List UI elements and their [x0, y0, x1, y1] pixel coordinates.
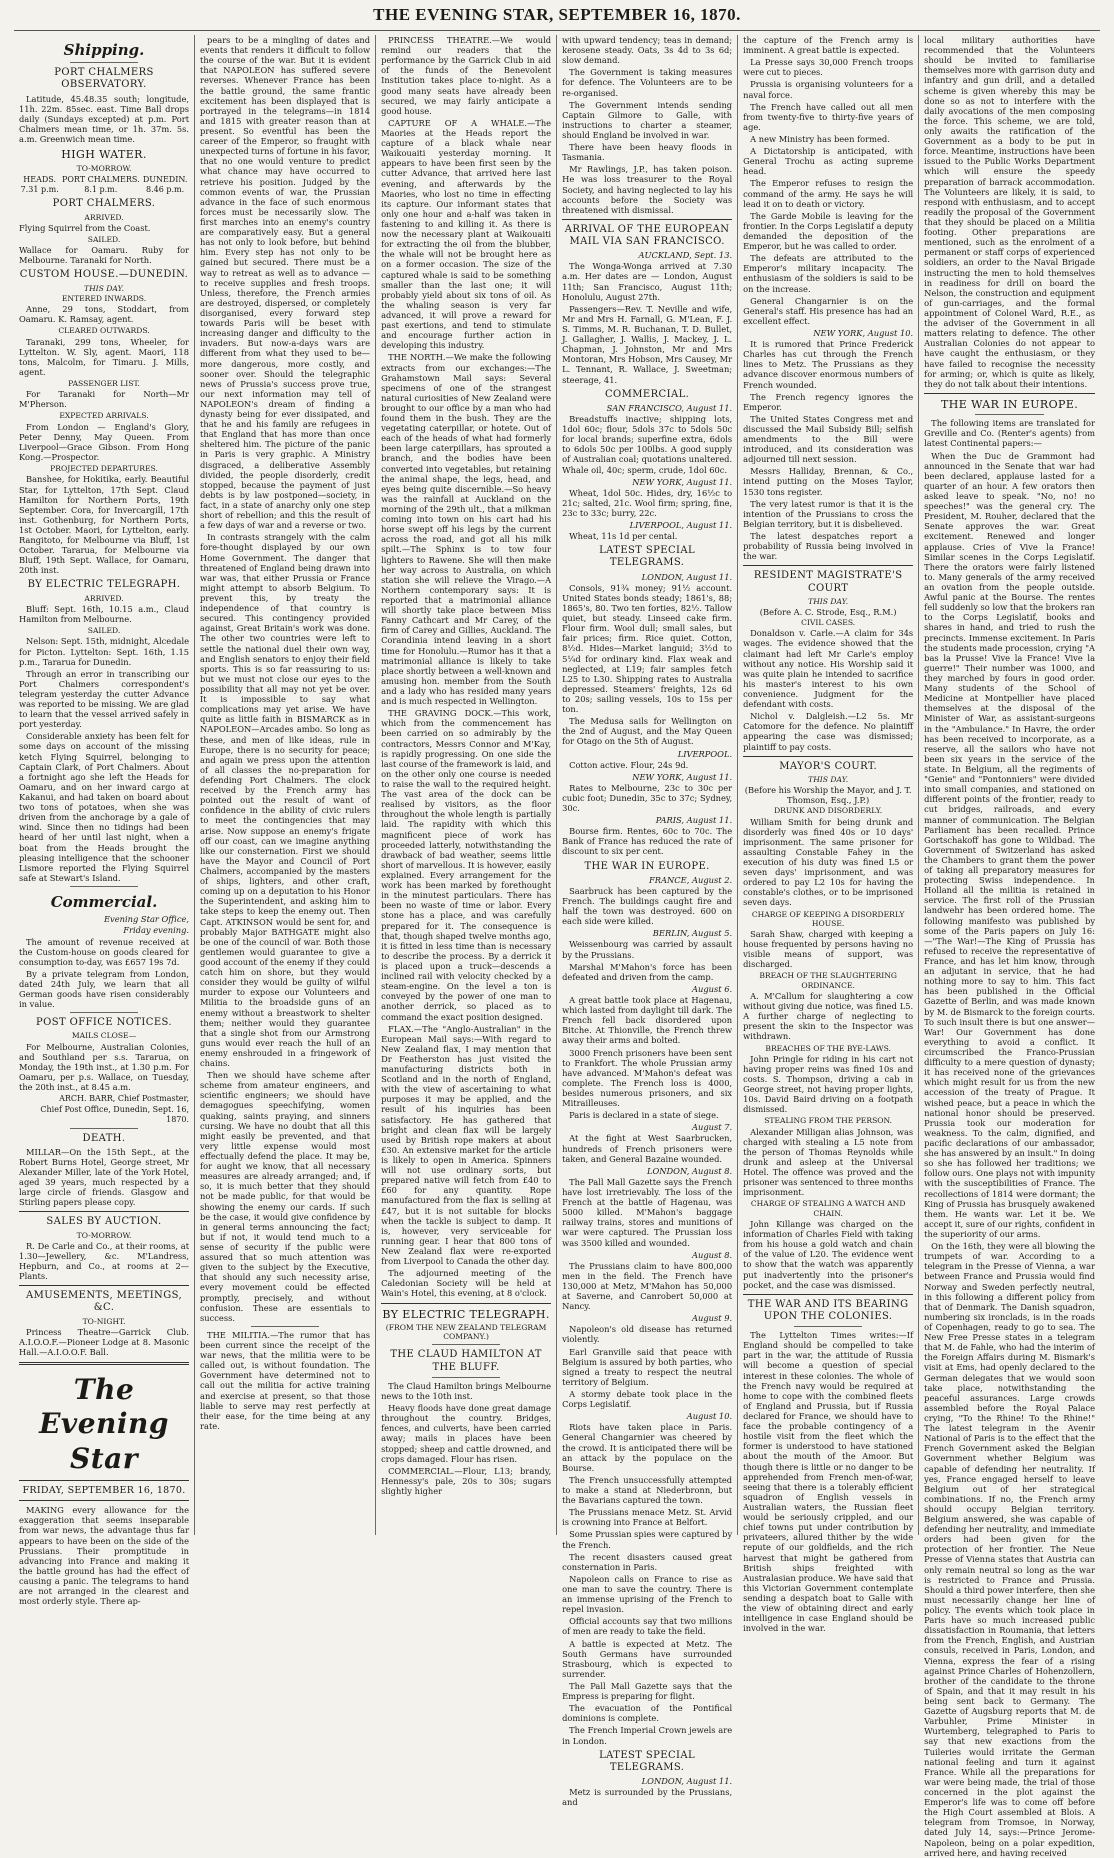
this-day: THIS DAY. [808, 596, 849, 606]
court-paragraph: John Pringle for riding in his cart not having proper reins was fined 10s and costs. S. Thompson, driving a cab in George street, not having proper lights, 10s. David Baird driving on a footpath dismissed. [743, 1053, 914, 1115]
arrived-text: Flying Squirrel from the Coast. [19, 222, 151, 233]
news-paragraph: The French Imperial Crown jewels are in London. [562, 1725, 733, 1746]
amusements-text: Princess Theatre—Garrick Club. A.I.O.O.F.—Pioneer Lodge at 8. Masonic Hall.—A.I.O.O.F. Ball. [19, 1326, 190, 1358]
divider [19, 1362, 189, 1365]
news-paragraph: Wheat, 11s 1d per cental. [569, 531, 678, 542]
page-header [14, 0, 1100, 31]
news-paragraph: The Medusa sails for Wellington on the 2nd of August, and the May Queen for Otago on the 5th of August. [562, 716, 733, 747]
news-paragraph: local military authorities have recommended that the Volunteers should be invited to familiarise themselves more with garrison duty and infantry and gun drill, and a detailed scheme is given whereby this may be done so as not to interfere with the daily avocations of the men composing the force. This scheme, we are told, only awaits the ratification of the Government as a body to be put in force. Meantime, instructions have been issued to the Public Works Department which will ensure the speedy preparation of barrack accommodation. The Volunteers are likely, it is said, to respond with enthusiasm, and to accept readily the proposal of the Government that they should be placed on a Militia footing. Other preparations are mentioned, such as the enrolment of a permanent or staff corps of experienced soldiers, an order to the Naval Brigade instructing the men to hold themselves in readiness for drill on board the Nelson, the construction and equipment of gun-carriages, and the formal appointment of Colonel Ward, R.E., as the adviser of the Government in all matters relating to defence. The other Australian Colonies do not appear to have caught the enthusiasm, or they have failed to recognise the necessity for arming; or, which is quite as likely, they do not talk about their intentions. [924, 35, 1096, 389]
custom-house-heading: CUSTOM HOUSE.—DUNEDIN. [19, 269, 189, 281]
dateline-place: LONDON, August 11. [641, 571, 733, 582]
column-6 [919, 35, 1100, 1858]
tel-arrived-text: Bluff: Sept. 16th, 10.15 a.m., Claud Hamilton from Melbourne. [19, 603, 190, 625]
charge-label: BREACHES OF THE BYE-LAWS. [765, 1043, 891, 1053]
auction-heading: SALES BY AUCTION. [46, 1216, 162, 1228]
divider [251, 1326, 319, 1327]
column-5 [738, 35, 919, 1634]
news-paragraph: The United States Congress met and discussed the Mail Subsidy Bill; selfish amendments to the Bill were introduced, and its consideration was adjourned till next session. [743, 413, 914, 465]
news-paragraph: Napoleon calls on France to rise as one man to save the country. There is an immense uprising of the French to repel invasion. [562, 1573, 733, 1615]
divider [562, 219, 732, 220]
european-mail-heading: ARRIVAL OF THE EUROPEAN MAIL VIA SAN FRANCISCO. [564, 223, 730, 248]
news-paragraph: Heavy floods have done great damage throughout the country. Bridges, fences, and culverts, have been carried away; mails in places have been stopped; sheep and cattle drowned, and crops damaged. Flour has risen. [381, 1403, 552, 1464]
news-paragraph: The following items are translated for Greville and Co. (Renter's agents) from latest Continental papers:— [924, 418, 1096, 449]
news-paragraph: Marshal M'Mahon's force has been defeated and driven from the camp. [562, 961, 733, 982]
war-heading: THE WAR IN EUROPE. [584, 860, 710, 872]
cleared-label: CLEARED OUTWARDS. [58, 326, 150, 336]
news-paragraph: Earl Granville said that peace with Belgium is assured by both parties, who signed a treaty to respect the neutral territory of Belgium. [562, 1346, 733, 1387]
news-paragraph: The French have called out all men from twenty-five to thirty-five years of age. [743, 101, 914, 132]
divider [975, 414, 1043, 415]
sailed-text: Wallace for Oamaru. Ruby for Melbourne. Taranaki for North. [19, 245, 190, 266]
charge-label: CHARGE OF KEEPING A DISORDERLY HOUSE. [751, 909, 905, 928]
dateline-place: BERLIN, August 5. [652, 928, 733, 939]
leader-paragraph: Then we should have scheme after scheme from amateur engineers, and scientific engineers; we should have demagogues speechifying, women quaking, saints praying, and sinners cursing. We have no doubt that all this might easily be prevented, and that very little expense would most effectually defend the place. It may be, for aught we know, that all necessary measures are already arranged; and, if so, it is much better that they should not be made public, for that would be showing the enemy our cards. If such be the case, it would give confidence by in general terms announcing the fact; but if not, it would tend much to a sense of security if the public were assured that so much attention was given to the subject by the Executive, that should any such necessity arise, every movement could be effected promptly, precisely, and without confusion. These are essentials to success. [200, 1070, 371, 1323]
post-signature: ARCH. BARR, Chief Postmaster, [59, 1094, 190, 1104]
commercial-heading: COMMERCIAL. [605, 388, 690, 400]
death-heading: DEATH. [82, 1132, 126, 1144]
tel-paragraph: Through an error in transcribing our Port Chalmers correspondent's telegram yesterday the cutter Advance was reported to be missing. We are glad to learn that the vessel arrived safely in port yesterday. [19, 668, 190, 730]
news-paragraph: The latest despatches report a probability of Russia being involved in the war. [743, 531, 914, 562]
dateline-place: LONDON, August 11. [641, 1776, 733, 1787]
news-paragraph: Some Prussian spies were captured by the French. [562, 1529, 733, 1550]
expected-label: EXPECTED ARRIVALS. [59, 411, 149, 421]
high-water-sub: TO-MORROW. [76, 163, 132, 173]
divider [70, 62, 138, 63]
post-signature-2: Chief Post Office, Dunedin, Sept. 16, 1870. [40, 1105, 190, 1124]
news-paragraph: The adjourned meeting of the Caledonian Society will be held at Wain's Hotel, this evening, at 8 o'clock. [381, 1268, 552, 1299]
dateline-place: NEW YORK, August 11. [632, 771, 733, 782]
news-paragraph: The Emperor refuses to resign the command of the army. He says he will lead it on to death or victory. [743, 178, 914, 209]
leader-paragraph: MAKING every allowance for the exaggeration that seems inseparable from war news, the advantage thus far appears to have been on the side of the Prussians. Their promptitude in advancing into France and making it the battle ground has had the effect of causing a panic. The telegrams to hand are not arranged in the clearest and most orderly style. There ap- [19, 1505, 190, 1607]
newspaper-nameplate: The Evening Star [39, 1373, 169, 1475]
tel-arrived-label: ARRIVED. [84, 593, 124, 603]
dateline-place: AUCKLAND, Sept. 13. [638, 250, 733, 261]
shipping-heading: Shipping. [63, 41, 145, 59]
amusements-sub: TO-NIGHT. [82, 1316, 126, 1326]
militia-paragraph: THE MILITIA.—The rumor that has been current since the receipt of the war news, that the militia were to be called out, is without foundation. The Government have determined not to call out the militia for active training and exercise at present, so that those liable to serve may rest perfectly at their ease, for the time being at any rate. [200, 1329, 371, 1431]
news-paragraph: The evacuation of the Pontifical dominions is complete. [562, 1703, 733, 1724]
auction-sub: TO-MORROW. [76, 1230, 132, 1240]
commercial-heading: Commercial. [50, 893, 158, 912]
telegraph-source: (FROM THE NEW ZEALAND TELEGRAM COMPANY.) [385, 1322, 547, 1342]
divider [924, 393, 1095, 394]
divider [743, 1294, 913, 1295]
resident-court-heading: RESIDENT MAGISTRATE'S COURT [753, 570, 903, 594]
court-before: (Before his Worship the Mayor, and J. T. Thomson, Esq., J.P.) [744, 785, 912, 806]
news-paragraph: The Lyttelton Times writes:—If England should be compelled to take part in the war, the attitude of Russia will become a question of special interest in these colonies. The whole of the French navy would be required at home to cope with the combined fleets of England and Prussia, but if Russia declared for France, we should have to face the probable contingency of a hostile visit from the fleet which the former is understood to have stationed about the mouth of the Amoor. But though there is little or no danger to be apprehended from French men-of-war, seeing that there is a tolerably efficient squadron of English vessels in Australian waters, the Russian fleet would be seriously crippled, and our chief towns put under contribution by privateers, allured thither by the wide repute of our goldfields, and the rich harvest that might be gathered from British ships freighted with Australasian produce. We have said that this Victorian Government contemplate sending a despatch boat to Galle with the view of obtaining direct and early intelligence in case England should be involved in the war. [743, 1330, 914, 1634]
amusements-heading: AMUSEMENTS, MEETINGS, &C. [25, 1290, 183, 1314]
sailed-label: SAILED. [87, 234, 121, 244]
leader-paragraph: pears to be a mingling of dates and events that renders it difficult to follow the course of the war. But it is evident that NAPOLEON has suffered severe reverses. Whenever France has been the battle ground, the same frantic excitement has been displayed that is portrayed in the telegrams—in 1814 and 1815 with greater reason than at present. So eventful has been the career of the Emperor, so fraught with unexpected turns of fortune in his favor, that no one would venture to predict what chance may have occurred to retrieve his position. Judged by the common events of war, the Prussian advance in the face of such enormous forces must be necessarily slow. The first marches into an enemy's country are comparatively easy. But a general has not only to look before, but behind him. Every step has not only to be gained but secured. There must be a way to retreat as well as to advance — to receive supplies and fresh troops. Unless, therefore, the French armies are destroyed, dispersed, or completely disorganised, every forward step towards Paris will be beset with increasing danger and difficulty to the invaders. But now-a-days wars are different from what they used to be—more dangerous, more costly, and sooner over. Should the telegraphic news of Prussia's success prove true, our next information may tell of NAPOLEON's dream of finding a dynasty being for ever dissipated, and that he and his family are refugees in that England that has more than once sheltered him. The picture of the panic in Paris is very graphic. A Ministry disgraced, a deliberative Assembly divided, the people disorderly, credit stopped, because the payment of just debts is by law postponed—society, in fact, in a state of anarchy only one step short of rebellion; and this the result of a few days of war and a reverse or two. [200, 35, 371, 531]
news-paragraph: Official accounts say that two millions of men are ready to take the field. [562, 1616, 733, 1637]
dateline-place: NEW YORK, August 10. [813, 327, 914, 338]
charge-label: DRUNK AND DISORDERLY. [774, 806, 883, 816]
news-paragraph: Cotton active. Flour, 24s 9d. [569, 759, 689, 770]
leader-paragraph: In contrasts strangely with the calm fore-thought displayed by our own Home Government. The danger that threatened of England being drawn into war was, that either Prussia or France might attempt to absorb Belgium. To prevent this, by treaty the independence of that country is secured. This contingency provided against, Great Britain's work was done. The other two countries were left to settle the national duel their own way, and English senators to enjoy their field sports. This is so far reassuring to us: but we must not close our eyes to the possibility that all may not yet be over. It is impossible to say what complications may yet arise. We have quite as little faith in BISMARCK as in NAPOLEON—Arcades ambo. So long as these, and men of like ideas, rule in Europe, there is no security for peace; and again we press upon the attention of all classes the no-preparation for defending Port Chalmers. The clock received by the French army has pointed out the result of want of confidence in the ability of civic rulers to meet the contingencies that may arise. Now suppose an enemy's frigate off our coast, can we imagine anything like our consternation. First we should have the Mayor and Council of Port Chalmers, accompanied by the masters of ships, lighters, and other craft, coming up on a deputation to his Honor the Superintendent, and asking him to take steps to keep the enemy out. Then Capt. ATKINSON would be sent for, and probably Major BATHGATE might also be one of the council of war. Both those gentlemen would guarantee to give a good account of the enemy if they could catch him on shore, but they would consider they would be guilty of wilful murder to expose our Volunteers and Militia to the broadside guns of an enemy without a breastwork to shelter them; neither would they guarantee that a single shot from our Armstrong guns would ever reach the hull of an enemy enshrouded in a fringework of chains. [200, 532, 371, 1069]
latest-telegrams-heading: LATEST SPECIAL TELEGRAMS. [599, 545, 696, 569]
tide-heads: HEADS. 7.31 p.m. [20, 174, 59, 194]
news-paragraph: The Pall Mall Gazette says that the Empress is preparing for flight. [562, 1680, 733, 1702]
commercial-paragraph: The amount of revenue received at the Custom-house on goods cleared for consumption to-day, was £657 19s 7d. [19, 936, 190, 967]
running-title: THE EVENING STAR, SEPTEMBER 16, 1870. [373, 5, 741, 24]
news-paragraph: THE GRAVING DOCK.—This work, which from the commencement has been carried on so admirably by the contractors, Messrs Connor and M'Kay, is rapidly progressing. On one side the last course of the framework is laid, and on the other only one course is needed to raise the wall to the required height. The vast area of the dock can be realised by visitors, as the floor throughout the whole length is partially laid. The rapidity with which this magnificent piece of work has proceeded latterly, notwithstanding the drawback of bad weather, seems little short of marvellous. It is however, easily explained. Every arrangement for the work has been marked by forethought in the minutest particulars. There has been no waste of time or labor. Every stone has a place, and was carefully prepared for it. The consequence is that, though shaped twelve months ago, it is fitted in less time than is necessary to describe the process. By a derrick it is placed upon a truck—descends a inclined rail with velocity checked by a steam-engine. On the level a ton is conveyed by the power of one man to another derrick, so placed as to command the exact position designed. [381, 708, 552, 1022]
court-paragraph: Nichol v. Dalgleish.—L2 5s. Mr Catomore for the defence. No plaintiff appearing the case was dismissed; plaintiff to pay costs. [743, 711, 914, 752]
mails-close: MAILS CLOSE— [71, 1031, 137, 1041]
news-paragraph: There have been heavy floods in Tasmania. [562, 142, 733, 163]
news-paragraph: The Prussians claim to have 800,000 men in the field. The French have 130,000 at Metz, M'Mahon has 50,000 at Saverne, and Canrobert 50,000 at Nancy. [562, 1260, 733, 1312]
news-paragraph: Rates to Melbourne, 23c to 30c per cubic foot; Dunedin, 35c to 37c; Sydney, 30c. [562, 782, 733, 814]
expected-text: From London — England's Glory, Peter Denny, May Queen. From Liverpool—Grace Gibson. From Hong Kong.—Prospector. [19, 421, 190, 463]
column-2 [195, 35, 376, 1535]
news-paragraph: PRINCESS THEATRE.—We would remind our readers that the performance by the Garrick Club in aid of the funds of the Benevolent Institution takes place to-night. As a good many seats have already been secured, we may fairly anticipate a good house. [381, 35, 552, 116]
court-paragraph: Sarah Shaw, charged with keeping a house frequented by persons having no visible means of support, was discharged. [743, 929, 914, 970]
dateline: FRIDAY, SEPTEMBER 16, 1870. [22, 1484, 186, 1496]
news-paragraph: The very latest rumor is that it is the intention of the Prussians to cross the Belgian territory, but it is disbelieved. [743, 498, 914, 529]
column-3 [376, 35, 557, 1535]
high-water-heading: HIGH WATER. [61, 148, 147, 162]
charge-label: STEALING FROM THE PERSON. [764, 1116, 893, 1126]
news-paragraph: Mr Rawlings, J.P., has taken poison. He was loss treasurer to the Royal Society, and having neglected to lay his accounts before the Society was threatened with dismissal. [562, 164, 733, 215]
news-paragraph: The French regency ignores the Emperor. [743, 391, 914, 412]
post-office-heading: POST OFFICE NOTICES. [36, 1017, 172, 1029]
this-day: THIS DAY. [808, 774, 849, 784]
columns [14, 35, 1100, 1858]
dateline-place: LIVERPOOL. [677, 748, 733, 759]
observatory-text: Latitude, 45.48.35 south; longitude, 11h. 22m. 85sec. east. Time Ball drops daily (Sundays excepted) at p.m. Port Chalmers mean time, or 1h. 37m. 5s. a.m. Greenwich mean time. [19, 93, 190, 145]
commercial-date: Friday evening. [123, 925, 190, 936]
divider [70, 886, 138, 887]
telegraph-heading: BY ELECTRIC TELEGRAPH. [382, 1307, 550, 1321]
war-europe-heading: THE WAR IN EUROPE. [941, 397, 1079, 411]
news-paragraph: Breadstuffs inactive; shipping lots, 1dol 60c; flour, 5dols 37c to 5dols 50c for local brands; superfine extra, 6dols to 6dols 50c per 100lbs. A good supply of Australian coal; quotations unaltered. Whale oil, 40c; sperm, crude, 1dol 60c. [562, 413, 733, 475]
latest-telegrams-heading: LATEST SPECIAL TELEGRAMS. [599, 1749, 696, 1773]
news-paragraph: A new Ministry has been formed. [750, 133, 890, 144]
post-text: For Melbourne, Australian Colonies, and Southland per s.s. Tararua, on Monday, the 19th inst., at 1.30 p.m. For Oamaru, per p.s. Wallace, on Tuesday, the 20th inst., at 8.45 a.m. [19, 1041, 190, 1093]
news-paragraph: Consols, 91¾ money; 91½ account. United States bonds steady; 1861's, 88; 1865's, 80. Two ten forties, 82½. Tallow quiet, but steady. Linseed cake firm. Flour firm. Wool dull; small sales, but fair prices; firm. Rice quiet. Cotton, 8½d. Hides—Market languid; 3½d to 5¼d for ordinary kind. Flax weak and neglected, at L19; fair samples fetch L25 to L30. Shipping rates to Australia depressed. Steamers' freights, 12s 6d to 20s; sailing vessels, 10s to 15s per ton. [562, 582, 733, 715]
news-paragraph: Messrs Halliday, Brennan, & Co., intend putting on the Moses Taylor, 1530 tons register. [743, 466, 914, 497]
news-paragraph: Wheat, 1dol 50c. Hides, dry, 16½c to 21c; salted, 21c. Wool firm; spring, fine, 23c to 33c; burry, 22c. [562, 487, 733, 518]
dateline-place: August 10. [686, 1411, 733, 1422]
dateline-place: LIVERPOOL, August 11. [629, 520, 733, 531]
tide-port-chalmers: PORT CHALMERS. 8.1 p.m. [61, 174, 140, 194]
news-paragraph: CAPTURE OF A WHALE.—The Maories at the Heads report the capture of a black whale near Waikouaiti yesterday morning. It appears to have been first seen by the cutter Advance, that arrived here last evening, and afterwards by the Maories, who lost no time in effecting its capture. Our informant states that only one hour and a-half was taken in fastening to and killing it. As there is now the necessary plant at Waikouaiti for extracting the oil from the blubber, the whale will not be brought here as on a former occasion. The size of the captured whale is said to be something smaller than the last one; it will probably yield about six tons of oil. As the whaling season is very far advanced, it will prove a reward for past exertions, and tend to stimulate and encourage further action in developing this industry. [381, 117, 552, 351]
telegraph-heading: BY ELECTRIC TELEGRAPH. [27, 579, 181, 591]
news-paragraph: the capture of the French army is imminent. A great battle is expected. [743, 35, 914, 56]
news-paragraph: The Pall Mall Gazette says the French have lost irretrievably. The loss of the French at the battle of Hagenau, was 5000 killed. M'Mahon's baggage railway trains, stores and munitions of war were captured. The Prussian loss was 3500 killed and wounded. [562, 1176, 733, 1248]
death-notice: MILLAR—On the 15th Sept., at the Robert Burns Hotel, George street, Mr Alexander Miller, late of the York Hotel, aged 39 years, much respected by a large circle of friends. Glasgow and Stirling papers please copy. [19, 1146, 190, 1208]
column-4 [557, 35, 738, 1808]
tide-table [19, 175, 189, 195]
news-paragraph: A Dictatorship is anticipated, with General Trochu as acting supreme head. [743, 146, 914, 177]
auction-text: R. De Carle and Co., at their rooms, at 1.30—Jewellery, &c. M'Landress, Hepburn, and Co., at rooms at 2—Plants. [19, 1240, 190, 1282]
news-paragraph: On the 16th, they were all blowing the trumpets of war. According to a telegram in the Presse of Vienna, a war between France and Prussia would find Norway and Sweden perfectly neutral, in this following a different policy from that of Denmark. The Danish squadron, numbering six ironclads, is in the roads of Copenhagen, ready to go to sea. The New Free Presse states in a telegram that M. de Fahle, who had the interim of the Foreign Affairs during M. Bismark's visit at Ems, had openly declared to the German delegates that we would soon take place, notwithstanding the peaceful assurances. Large crowds assembled before the Royal Palace crying, "To the Rhine! To the Rhine!" The latest telegram in the Avenir National of Paris is to the effect that the French Government asked the Belgian Government whether Belgium was capable of defending her neutrality. If yes, France engaged herself to leave Belgium out of her strategical combinations. If no, the French army should occupy Belgian territory. Belgium answered, she was capable of defending her neutrality, and immediate orders had been given for the protection of her frontier. The Neue Presse of Vienna states that Austria can only remain neutral so long as the war is restricted to France and Prussia. Should a third power interfere, then she must necessarily change her line of policy. The events which took place in Paris have so much increased public dissatisfaction in Roumania, that letters from the French, English, and Austrian consuls, received in Paris, London, and Vienna, express the fear of a rising against Prince Charles of Hohenzollern, brother of the candidate to the throne of Spain, and that it may result in his being sent back to Germany. The Gazette of Augsburg reports that M. de Varbuhler, Prime Minister in Wurtemberg, telegraphed to Paris to say that new exactions from the Tuileries would irritate the German national feeling and turn it against France. While all the preparations for war were being made, the trial of those concerned in the plot against the Emperor's life was to come off before the High Court assembled at Blois. A telegram from Tromsoe, in Norway, dated July 14, says:—Prince Jerome-Napoleon, being on a polar expedition, arrived here, and having received [924, 1241, 1096, 1858]
entered-text: Anne, 29 tons, Stoddart, from Oamaru. K. Ramsay, agent. [19, 304, 190, 325]
this-day: THIS DAY. [84, 283, 125, 293]
news-paragraph: At the fight at West Saarbrucken, hundreds of French prisoners were taken, and General Bazaine wounded. [562, 1133, 733, 1164]
dateline-place: August 8. [691, 1249, 733, 1260]
news-paragraph: Bourse firm. Rentes, 60c to 70c. The Bank of France has reduced the rate of discount to six per cent. [562, 826, 733, 857]
cleared-text: Taranaki, 299 tons, Wheeler, for Lyttelton. W. Sly, agent. Maori, 118 tons, Malcolm, for Timaru. J. Mills, agent. [19, 336, 190, 377]
news-paragraph: The Government is taking measures for defence. The Volunteers are to be re-organised. [562, 67, 733, 98]
divider [432, 1344, 500, 1345]
divider [743, 756, 913, 757]
court-paragraph: John Killange was charged on the information of Charles Field with taking from his house a gold watch and chain of the value of L20. The evidence went to show that the watch was apparently put inadvertently into the prisoner's pocket, and the case was dismissed. [743, 1218, 914, 1290]
dateline-place: August 6. [691, 983, 733, 994]
news-paragraph: The Prussians menace Metz. St. Arvid is crowning into France at Belfort. [562, 1507, 733, 1528]
news-paragraph: It is rumored that Prince Frederick Charles has cut through the French lines to Metz. The Prussians as they advance discover enormous numbers of French wounded. [743, 339, 914, 390]
news-paragraph: Riots have taken place in Paris. General Changarnier was cheered by the crowd. It is anticipated there will be an attack by the populace on the Bourse. [562, 1422, 733, 1473]
war-colonies-heading: THE WAR AND ITS BEARING UPON THE COLONIES. [747, 1298, 909, 1322]
news-paragraph: 3000 French prisoners have been sent to Frankfort. The whole Prussian army have advanced. M'Mahon's defeat was complete. The French loss is 4000, besides numerous prisoners, and six Mitrailleuses. [562, 1047, 733, 1109]
divider [381, 1303, 551, 1304]
projected-label: PROJECTED DEPARTURES. [50, 464, 158, 474]
court-paragraph: Donaldson v. Carle.—A claim for 34s wages. The evidence showed that the claimant had left Mr Carle's employ without any notice. His Worship said it was quite plain he intended to sacrifice his master's interest to his own convenience. Judgment for the defendant with costs. [743, 628, 914, 710]
mayors-court-heading: MAYOR'S COURT. [779, 760, 878, 772]
news-paragraph: The defeats are attributed to the Emperor's military incapacity. The enthusiasm of the soldiers is said to be on the increase. [743, 253, 914, 294]
news-paragraph: La Presse says 30,000 French troops were cut to pieces. [743, 57, 914, 78]
tide-dunedin: DUNEDIN. 8.46 p.m. [142, 174, 188, 194]
news-paragraph: FLAX.—The "Anglo-Australian" in the European Mail says:—With regard to New Zealand flax, I may mention that Dr Featherston has just visited the manufacturing districts both in Scotland and in the north of England, with the view of ascertaining to what purposes it may be applied, and the result of his inquiries has been satisfactory. He has gathered that bright and clean flax will be largely used by British rope makers at about £30. An extensive market for the article is likely to open in America. Spinners will not use ordinary sorts, but prepared native will fetch from £40 to £60 for any quantity. Rope manufactured from the flax is selling at £47, but it is not suitable for blocks when the tackle is subject to damp. It is, however, very serviceable for running gear. I hear that 800 tons of New Zealand flax were re-exported from Liverpool to Canada the other day. [381, 1023, 552, 1267]
news-paragraph: with upward tendency; teas in demand; kerosene steady. Oats, 3s 4d to 3s 6d; slow demand. [562, 35, 733, 66]
passenger-text: For Taranaki for North—Mr M'Pherson. [19, 389, 190, 410]
divider [19, 1480, 189, 1481]
tel-sailed-label: SAILED. [87, 626, 121, 636]
column-1 [14, 35, 195, 1607]
claud-hamilton-heading: THE CLAUD HAMILTON AT THE BLUFF. [390, 1349, 542, 1373]
divider [19, 1285, 189, 1286]
divider [794, 1326, 862, 1327]
divider [432, 1377, 500, 1378]
news-paragraph: Weissenbourg was carried by assault by the Prussians. [562, 939, 733, 960]
observatory-heading: PORT CHALMERS OBSERVATORY. [54, 67, 154, 91]
news-paragraph: The recent disasters caused great consternation in Paris. [562, 1551, 733, 1572]
news-paragraph: Passengers—Rev. T. Neville and wife, Mr and Mrs H. Farnall, G. M'Lean, F. J. S. Timms, M. R. Buchanan, T. D. Bullet, J. Gallagher, J. Wallis, J. Mackey, J. L. Chapman, J. Johnston, Mr and Mrs Montoran, Mrs Hobson, Mrs Causey, Mr L. Tennant, R. Wallace, J. Sweetman; steerage, 41. [562, 303, 733, 385]
divider [19, 1500, 189, 1501]
news-paragraph: The Government intends sending Captain Gilmore to Galle, with instructions to charter a steamer, should England be involved in war. [562, 99, 733, 140]
news-paragraph: Saarbruck has been captured by the French. The buildings caught fire and half the town was destroyed. 600 on each side were killed. [562, 885, 733, 927]
commercial-office: Evening Star Office, [103, 914, 190, 925]
court-paragraph: William Smith for being drunk and disorderly was fined 40s or 10 days' imprisonment. The same prisoner for assaulting Constable Fahey in the execution of his duty was fined L5 or seven days' imprisonment, and was ordered to pay L2 10s for having the constable's clothes, or to be imprisoned seven days. [743, 816, 914, 908]
divider [70, 1128, 138, 1129]
port-heading: PORT CHALMERS. [52, 198, 156, 210]
divider [19, 1211, 189, 1212]
news-paragraph: The Wonga-Wonga arrived at 7.30 a.m. Her dates are — London, August 11th; San Francisco, August 11th; Honolulu, August 27th. [562, 261, 733, 302]
dateline-place: August 9. [691, 1313, 733, 1324]
news-paragraph: Prussia is organising volunteers for a naval force. [743, 79, 914, 100]
charge-label: BREACH OF THE SLAUGHTERING ORDINANCE. [759, 971, 897, 990]
tel-sailed-text: Nelson: Sept. 15th, midnight, Alcedale for Picton. Lyttelton: Sept. 16th, 1.15 p.m., Tararua for Dunedin. [19, 636, 190, 667]
dateline-place: SAN FRANCISCO, August 11. [606, 402, 733, 413]
news-paragraph: Napoleon's old disease has returned violently. [562, 1324, 733, 1345]
dateline-place: LONDON, August 8. [646, 1165, 733, 1176]
court-paragraph: Alexander Milligan alias Johnson, was charged with stealing a L5 note from the person of Thomas Reynolds while drunk and asleep at the Universal Hotel. The offence was proved and the prisoner was sentenced to three months imprisonment. [743, 1126, 914, 1198]
divider [70, 1012, 138, 1013]
divider [743, 565, 913, 566]
dateline-place: FRANCE, August 2. [649, 874, 733, 885]
court-paragraph: A. M'Callum for slaughtering a cow without giving due notice, was fined L5. A further charge of neglecting to present the skin to the Inspector was withdrawn. [743, 990, 914, 1042]
news-paragraph: A stormy debate took place in the Corps Legislatif. [562, 1389, 733, 1410]
dateline-place: August 7. [691, 1122, 733, 1133]
entered-label: ENTERED INWARDS. [61, 293, 147, 303]
news-paragraph: COMMERCIAL.—Flour, L13; brandy, Hennessy's pale, 20s to 30s; sugars slightly higher [381, 1465, 552, 1496]
news-paragraph: The Garde Mobile is leaving for the frontier. In the Corps Legislatif a deputy demanded the deposition of the Emperor, but he was called to order. [743, 210, 914, 252]
charge-label: CHARGE OF STEALING A WATCH AND CHAIN. [750, 1199, 906, 1218]
arrived-label: ARRIVED. [84, 212, 124, 222]
projected-text: Banshee, for Hokitika, early. Beautiful Star, for Lyttelton, 17th Sept. Claud Hamilton for Northern Ports, 19th September. Cora, for Invercargill, 17th inst. Gothenburg, for Northern Ports, 1st October. Maori, for Lyttelton, early. Rangitoto, for Melbourne via Bluff, 1st October. Tararua, for Melbourne via Bluff, 19th Sept. Wallace, for Oamaru, 20th inst. [19, 474, 190, 576]
news-paragraph: A great battle took place at Hagenau, which lasted from daylight till dark. The French fell back disordered upon Bitche. At Thionville, the French threw away their arms and bolted. [562, 994, 733, 1046]
news-paragraph: THE NORTH.—We make the following extracts from our exchanges:—The Grahamstown Mail says: Several specimens of one of the strangest natural curiosities of New Zealand were brought to our office by a man who had found them in the bush. They are the vegetating caterpillar, or hotete. Out of each of the heads of what had formerly been large caterpillars, has sprouted a branch, and the bodies have been converted into vegetables, but retaining the animal shape, the legs, head, and eyes being quite discernible.—So heavy was the rainfall at Auckland on the morning of the 29th ult., that a milkman coming into town on his cart had his horse swept off his legs by the current across the road, and got all his milk spilt.—The Sphinx is to tow four lighters to Rawene. She will then make her way across to Australia, on which station she will relieve the Virago.—A Northern contemporary says: It is reported that a matrimonial alliance will shortly take place between Miss Fanny Cathcart and Mr Carey, of the firm of Carey and Gillies, Auckland. The Corandinia intend leaving in a short time for Honolulu.—Rumor has it that a matrimonial alliance is likely to take place shortly between a well-known and amusing hon. member from the South and a lady who has resided many years and is much respected in Wellington. [381, 352, 552, 707]
news-paragraph: The French unsuccessfully attempted to make a stand at Niederbronn, but the Bavarians captured the town. [562, 1474, 733, 1506]
news-paragraph: General Changarnier is on the General's staff. His presence has had an excellent effect. [743, 295, 914, 326]
dateline-place: NEW YORK, August 11. [632, 476, 733, 487]
dateline-place: PARIS, August 11. [655, 815, 733, 826]
news-paragraph: Paris is declared in a state of siege. [569, 1110, 719, 1121]
tel-paragraph: Considerable anxiety has been felt for some days on account of the missing ketch Flying Squirrel, belonging to Captain Clark, of Port Chalmers. About a fortnight ago she left the Heads for Oamaru, and on her inward cargo at Kakanui, and had taken on board about two tons of potatoes, when she was driven from the anchorage by a gale of wind. Since then no tidings had been heard of her until last night, when a boat from the Heads brought the pleasing intelligence that the schooner Lismore reported the Flying Squirrel safe at Stewart's Island. [19, 731, 190, 883]
passenger-label: PASSENGER LIST. [68, 378, 140, 388]
court-before: (Before A. C. Strode, Esq., R.M.) [759, 606, 897, 617]
news-paragraph: The Claud Hamilton brings Melbourne news to the 10th inst. [381, 1380, 552, 1401]
news-paragraph: When the Duc de Grammont had announced in the Senate that war had been declared, applause lasted for a quarter of an hour. A few orators then asked leave to speak. "No, no! no speeches!" was the general cry. The President, M. Rouher, declared that the Senate approves the war. Great excitement. Renewed and longer applause. Cries of Vive la France! Similar scenes in the Corps Legislatif. There the orators were fairly listened to. Many generals of the army received an ovation from the people outside. Awful panic at the Bourse. The rentes fell suddenly so low that the brokers ran to the Corps Legislatif, books and shares in hand, and tried to rush the precincts. Immense excitement. In Paris the students made procession, crying "A bas la Prusse! Vive la France! Vive la guerre!" Their number was 1000, and they marched by fours in good order. Many students of the School of Medicine at Montpellier have placed themselves at the disposal of the Minister of War, as assistant-surgeons in the "Ambulance." In Havre, the order has been received to incorporate, as a reserve, all the sailors who have not been six years in the service of the state. In Belgium, all the regiments of "Genie" and "Pontonniers" were divided into small companies, and stationed on different points of the frontier, ready to cut bridges, railroads, and every manner of communication. The Belgian Parliament has been recalled. Prince Gortschakoff has gone to Wildbad. The Government of Switzerland has asked the Chambers to grant them the power of taking all preparatory measures for protecting Swiss independence. In Holland all the militia is retained in service. The first roll of the Prussian landwehr has been ordered home. The following manifesto was published by some of the Paris papers on July 16:—"The War!—The King of Prussia has refused to receive the representative of France, and has let him know, through an adjutant in service, that he had nothing more to say to him. This fact has been published in the Official Gazette of Berlin, and was made known by M. de Bismarck to the foreign courts. To such insult there is but one answer—War! Our Government has done everything to avoid a conflict. It circumscribed the Franco-Prussian difficulty to a mere question of dynasty; it has received none of the grievances which might result for us from the new accession of the treaty of Prague. It wished peace, but a peace in which the national honor should be preserved. Prussia took our moderation for weakness. To the calm, dignified, and pacific declarations of our ambassador, she has answered by an insult." In doing so she has followed her traditions; we follow ours. One plays not with impunity with the susceptibilities of France. The recollections of 1814 were dormant; the King of Prussia has brusquely awakened them. He wants war. Let it be. We accept it, sure of our rights, confident in the superiority of our arms. [924, 450, 1096, 1239]
commercial-paragraph: By a private telegram from London, dated 24th July, we learn that all German goods have risen considerably in value. [19, 968, 190, 1010]
civil-cases-label: CIVIL CASES. [801, 618, 856, 628]
news-paragraph: Metz is surrounded by the Prussians, and [562, 1787, 733, 1808]
news-paragraph: A battle is expected at Metz. The South Germans have surrounded Strasbourg, which is expected to surrender. [562, 1638, 733, 1679]
